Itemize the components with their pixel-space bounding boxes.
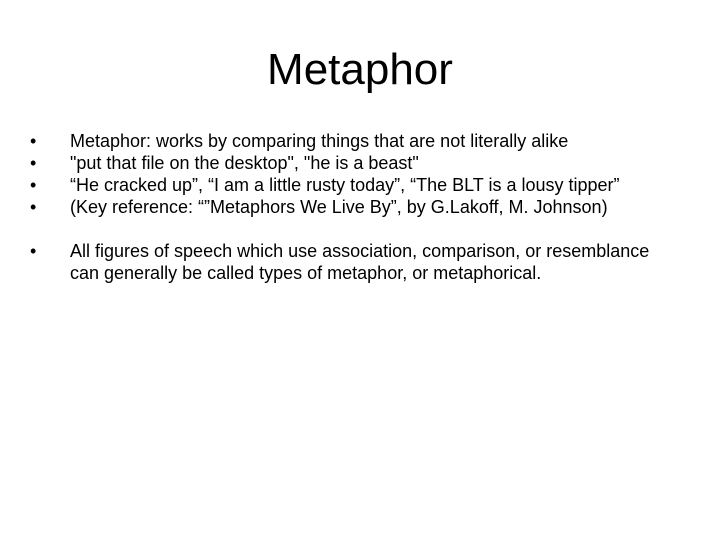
- bullet-item: [30, 240, 680, 284]
- bullet-list: [30, 130, 680, 284]
- bullet-dot: •: [30, 131, 37, 151]
- bullet-item: [30, 130, 680, 152]
- bullet-text: "put that file on the desktop", "he is a beast": [70, 153, 419, 173]
- bullet-dot: •: [30, 241, 37, 261]
- bullet-text: Metaphor: works by comparing things that are not literally alike: [70, 131, 569, 151]
- bullet-item: [30, 152, 680, 174]
- bullet-text: (Key reference: “”Metaphors We Live By”, by G.Lakoff, M. Johnson): [70, 197, 608, 217]
- bullet-dot: •: [30, 197, 37, 217]
- bullet-item: [30, 174, 680, 196]
- bullet-text: All figures of speech which use association, comparison, or resemblance can generally be called types of metaphor, or metaphorical.: [70, 241, 650, 283]
- bullet-dot: •: [30, 175, 37, 195]
- bullet-item: [30, 196, 680, 218]
- bullet-text: “He cracked up”, “I am a little rusty today”, “The BLT is a lousy tipper”: [70, 175, 620, 195]
- bullet-dot: •: [30, 153, 37, 173]
- slide-title: Metaphor: [267, 45, 453, 94]
